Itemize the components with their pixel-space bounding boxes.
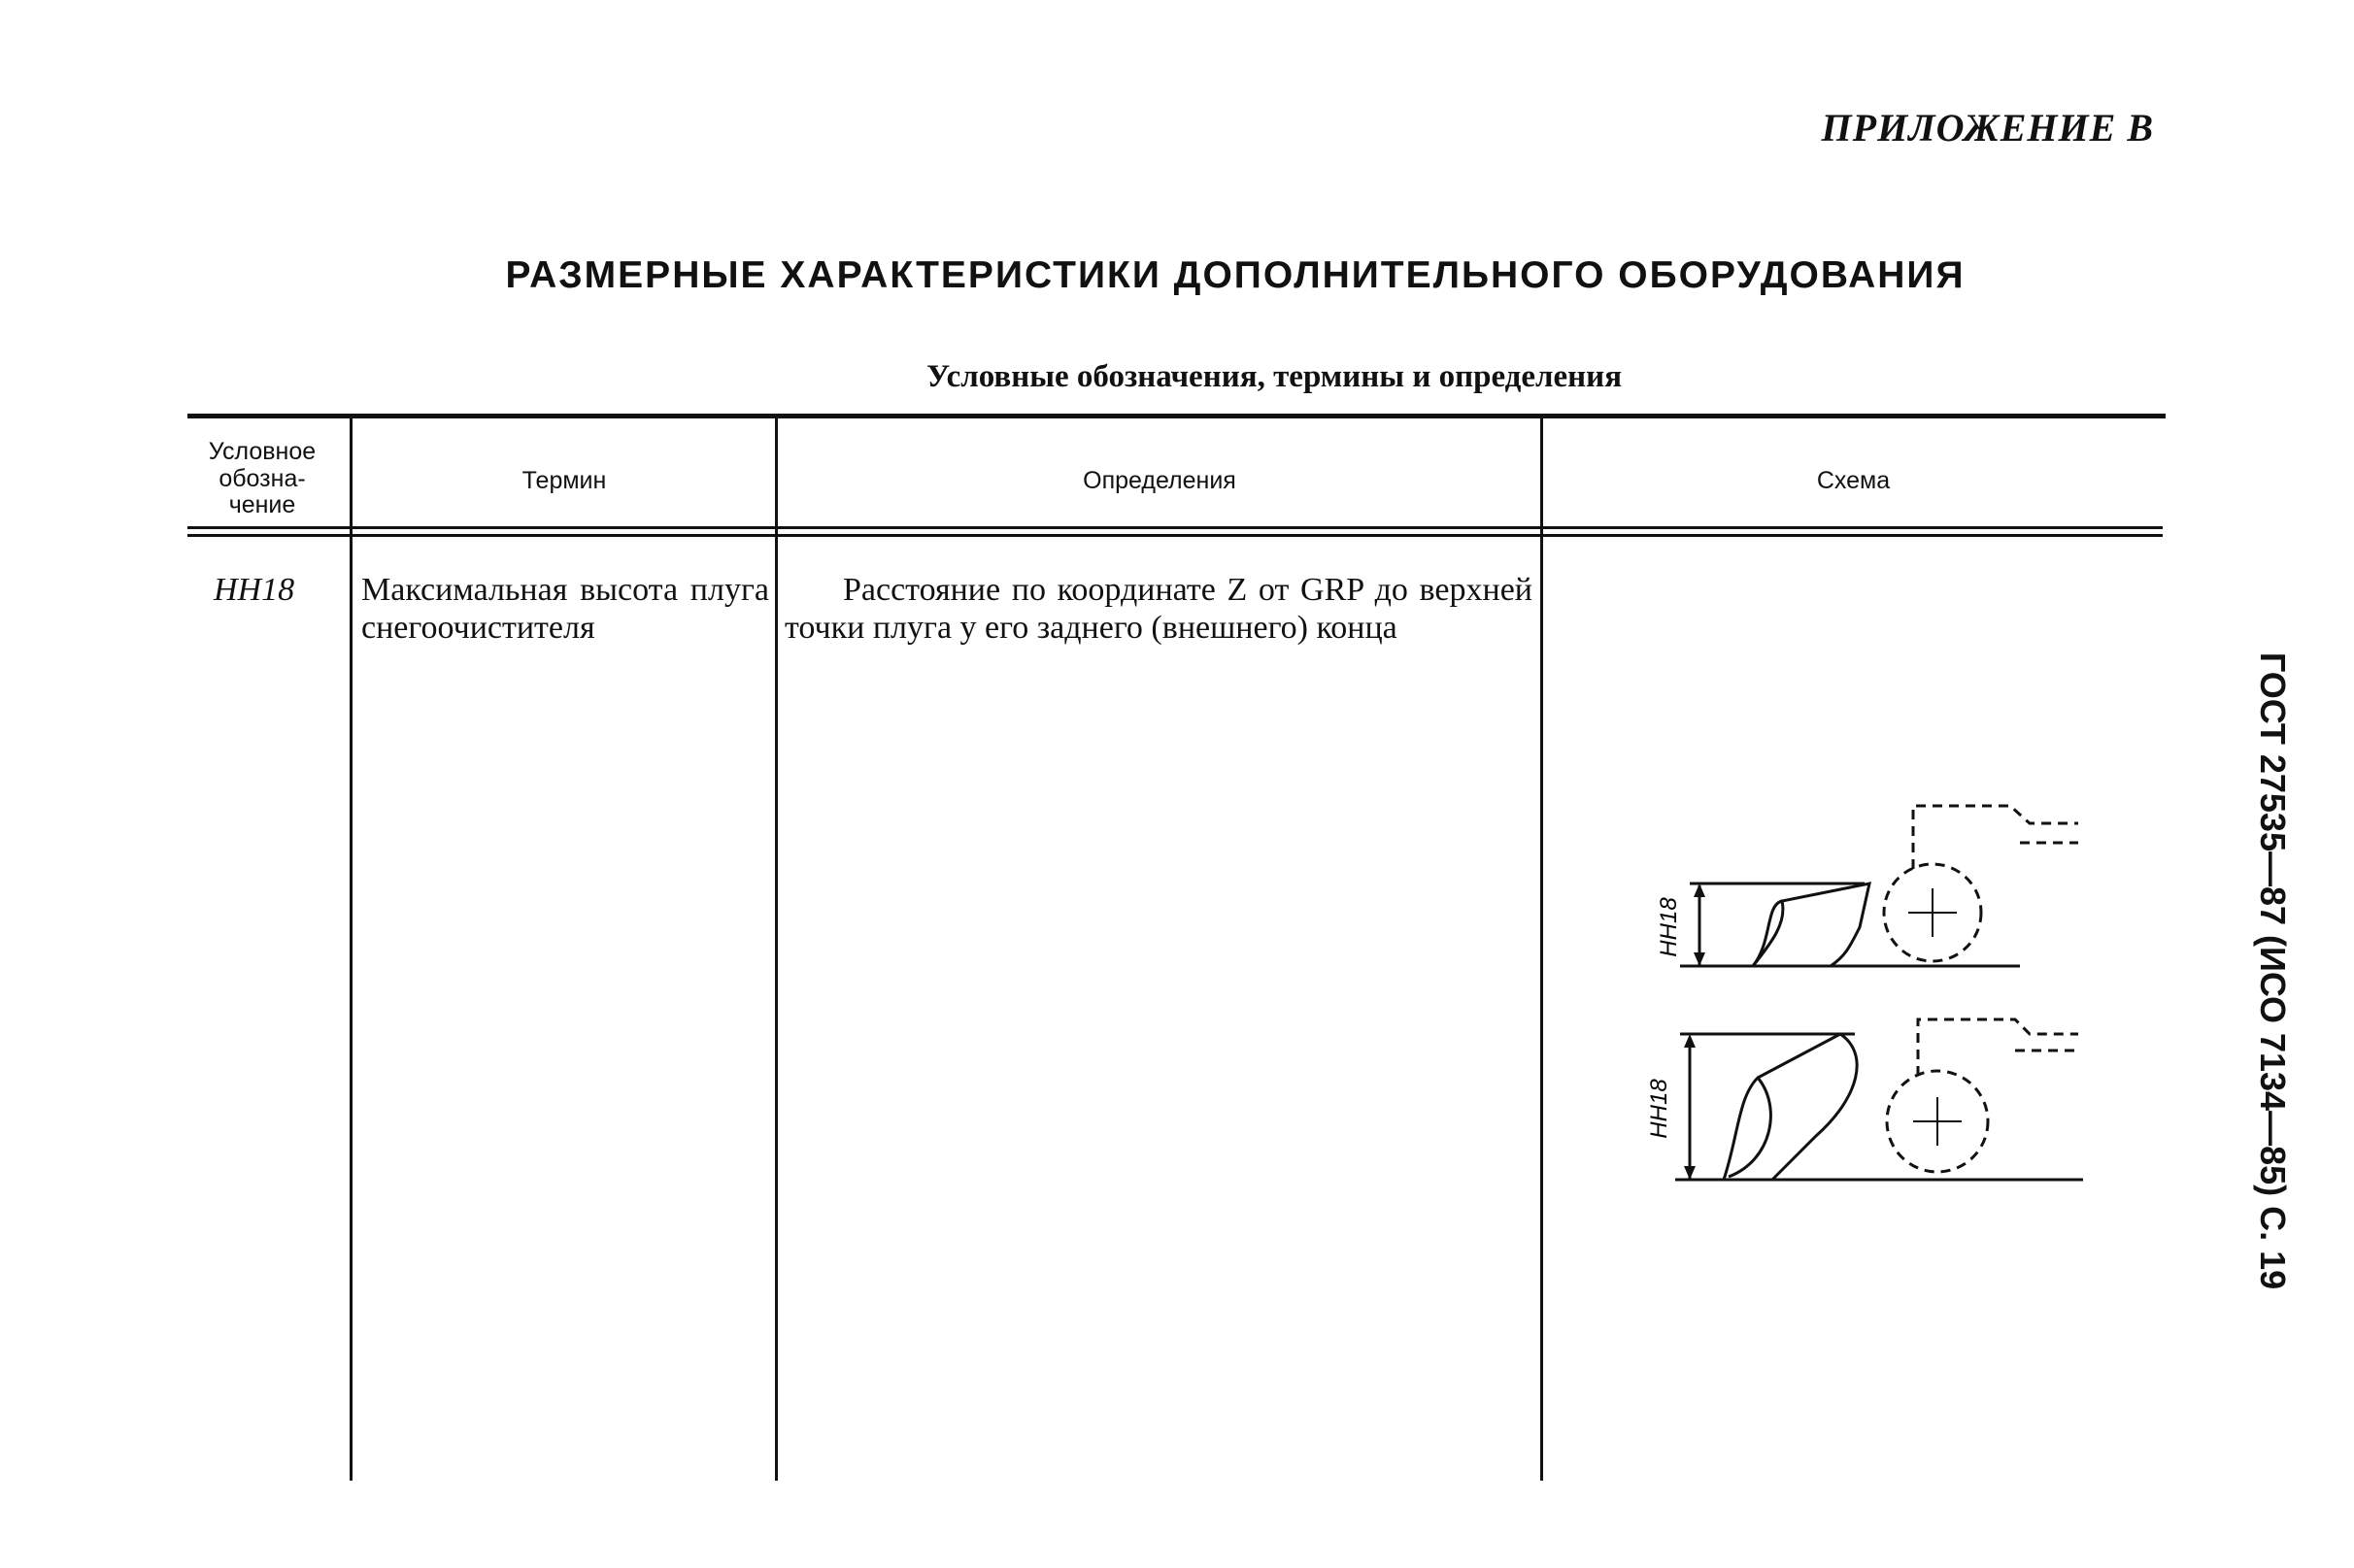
header-rule-2 [187,534,2163,537]
header-rule [187,526,2163,529]
column-divider [1540,417,1543,1481]
table-caption: Условные обозначения, термины и определения [925,359,1623,394]
scheme-label: HH18 [1646,1079,1672,1139]
appendix-label: ПРИЛОЖЕНИЕ В [1821,106,2154,150]
row-symbol: HH18 [214,572,295,608]
page-title: РАЗМЕРНЫЕ ХАРАКТЕРИСТИКИ ДОПОЛНИТЕЛЬНОГО ОБОРУДОВАНИЯ [505,254,1966,296]
header-term: Термин [521,467,607,494]
plow-blade [1724,1034,1857,1180]
snowplow-scheme-diagram [1602,786,2107,1194]
column-divider [775,417,778,1481]
row-definition: Расстояние по координате Z от GRP до верхней точки плуга у его заднего (внешнего) конца [785,572,1532,647]
plow-blade [1753,884,1869,966]
header-definition: Определения [1083,467,1236,494]
header-symbol: Условное обозна-чение [208,438,317,518]
standard-reference-label: ГОСТ 27535—87 (ИСО 7134—85) С. 19 [2253,651,2293,1290]
scheme-label: HH18 [1656,897,1682,957]
header-scheme: Схема [1816,467,1891,494]
column-divider [350,417,353,1481]
table-top-rule [187,414,2166,418]
tractor-outline [1918,1019,2078,1076]
tractor-outline [1913,806,2078,869]
row-term: Максимальная высота плуга снегоочистителя [361,572,769,647]
